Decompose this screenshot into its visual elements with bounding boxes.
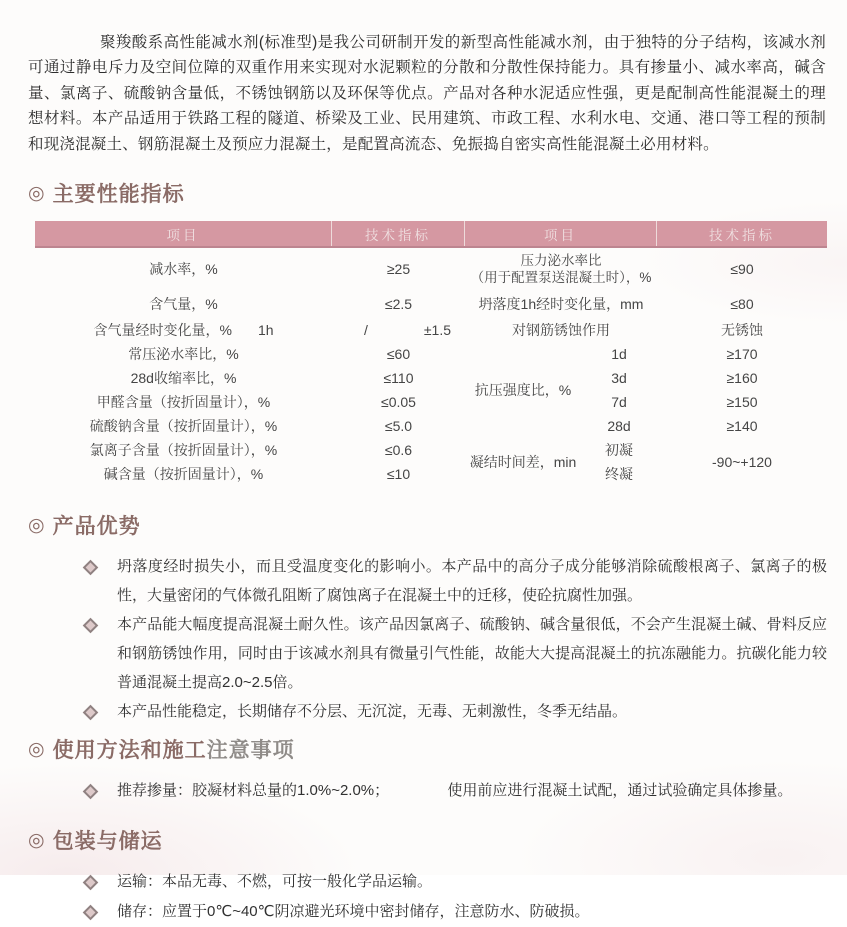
- table-row: [35, 366, 465, 390]
- advantages-list: [28, 552, 825, 726]
- list-item-text: 储存：应置于0℃~40℃阴凉避光环境中密封储存，注意防水、防破损。: [117, 903, 590, 921]
- row-value: ≤60: [386, 346, 411, 363]
- row-value: ≤80: [730, 296, 754, 313]
- list-item-text: 运输：本品无毒、不燃，可按一般化学品运输。: [117, 873, 433, 891]
- table-body: [35, 248, 827, 486]
- table-right-half: [465, 248, 827, 486]
- strength-values: [657, 342, 827, 438]
- list-item: [85, 867, 827, 897]
- section-title-advantages: [28, 510, 825, 540]
- table-header-item-left: 项目: [35, 221, 332, 246]
- row-item: 甲醛含量（按折固量计），%: [96, 394, 271, 411]
- list-item-text: [117, 776, 827, 805]
- table-header-spec-left: 技术指标: [332, 221, 465, 246]
- row-item: [465, 342, 657, 438]
- row-value: ≤110: [383, 370, 414, 387]
- table-row: [465, 318, 827, 342]
- row-item: 碱含量（按折固量计），%: [103, 466, 264, 483]
- table-row: [35, 390, 465, 414]
- age-label: 28d: [607, 418, 631, 435]
- row-value: ≥25: [386, 261, 411, 278]
- section-title-text-strong: 使用方法和施工: [52, 739, 207, 763]
- row-value: ≤0.6: [384, 442, 413, 459]
- section-title-text: 包装与储运: [52, 830, 163, 854]
- row-item: 坍落度1h经时变化量，mm: [478, 296, 644, 313]
- list-item-text: 本产品性能稳定，长期储存不分层、无沉淀，无毒、无刺激性，冬季无结晶。: [117, 703, 628, 721]
- row-value-a: /: [364, 322, 368, 339]
- table-row-strength: [465, 342, 827, 438]
- row-item-sublabel: 1h: [257, 322, 274, 339]
- setting-sub-initial: 初凝: [605, 442, 633, 459]
- section-title-usage: [28, 734, 825, 764]
- table-header-spec-right: 技术指标: [657, 221, 827, 246]
- row-item: 常压泌水率比，%: [128, 346, 239, 363]
- usage-list: [28, 776, 825, 805]
- row-value: ≥160: [726, 370, 758, 387]
- row-value: ≤0.05: [381, 394, 416, 411]
- section-title-packaging: [28, 825, 825, 855]
- row-value: 无锈蚀: [721, 322, 763, 339]
- table-row: [35, 414, 465, 438]
- row-value-b: ±1.5: [423, 322, 451, 339]
- diamond-bullet-icon: [83, 784, 99, 800]
- row-item: [465, 248, 657, 290]
- row-item: 氯离子含量（按折固量计），%: [89, 442, 278, 459]
- intro-paragraph: 聚羧酸系高性能减水剂(标准型)是我公司研制开发的新型高性能减水剂，由于独特的分子结构，该减水剂可通过静电斥力及空间位障的双重作用来实现对水泥颗粒的分散和分散性保持能力。具有掺量小、减水率高，碱含量、氯离子、硫酸钠含量低，不锈蚀钢筋以及环保等优点。产品对各种水泥适应性强，更是配制高性能混凝土的理想材料。本产品适用于铁路工程的隧道、桥梁及工业、民用建筑、市政工程、水利水电、交通、港口等工程的预制和现浇混凝土、钢筋混凝土及预应力混凝土，是配置高流态、免振捣自密实高性能混凝土必用材料。: [28, 34, 826, 153]
- diamond-bullet-icon: [83, 560, 99, 576]
- table-left-half: [35, 248, 465, 486]
- list-item: [85, 897, 827, 927]
- table-row: [465, 290, 827, 318]
- table-header-item-right: 项目: [465, 221, 657, 246]
- row-item: [35, 318, 332, 342]
- section-title-text: 产品优势: [52, 515, 141, 539]
- list-item: [85, 776, 827, 805]
- row-value: ≥140: [726, 418, 758, 435]
- diamond-bullet-icon: [83, 905, 99, 921]
- row-item-line2: （用于配置泵送混凝土时），%: [470, 270, 652, 286]
- table-row-setting: [465, 438, 827, 486]
- section-marker-icon: ◎: [28, 829, 46, 851]
- strength-label: 抗压强度比，%: [474, 382, 572, 399]
- table-row: [35, 290, 465, 318]
- table-row: [35, 318, 465, 342]
- usage-note-text: 使用前应进行混凝土试配，通过试验确定具体掺量。: [447, 782, 793, 800]
- row-value: ≥170: [726, 346, 758, 363]
- diamond-bullet-icon: [83, 875, 99, 891]
- section-marker-icon: ◎: [28, 182, 46, 204]
- section-title-text-light: 注意事项: [206, 739, 295, 763]
- list-item: [85, 610, 827, 697]
- row-value: [332, 318, 465, 342]
- row-item: [465, 438, 657, 486]
- section-title-text: 主要性能指标: [52, 183, 185, 207]
- section-marker-icon: ◎: [28, 738, 46, 760]
- setting-label: 凝结时间差，min: [469, 454, 577, 471]
- table-row: [35, 462, 465, 486]
- packaging-list: [28, 867, 825, 927]
- row-item: 对钢筋锈蚀作用: [512, 322, 610, 339]
- list-item: [85, 697, 827, 726]
- row-item-line1: 压力泌水率比: [520, 253, 602, 269]
- row-item: 含气量，%: [149, 296, 218, 313]
- section-title-performance: [28, 178, 825, 208]
- row-value: ≤90: [730, 261, 754, 278]
- diamond-bullet-icon: [83, 705, 99, 721]
- table-row: [35, 438, 465, 462]
- row-item: 硫酸钠含量（按折固量计），%: [89, 418, 278, 435]
- row-item: 28d收缩率比，%: [130, 370, 237, 387]
- dosage-text: 推荐掺量：胶凝材料总量的1.0%~2.0%；: [117, 782, 390, 800]
- row-value: -90~+120: [712, 454, 772, 471]
- list-item-text: 本产品能大幅度提高混凝土耐久性。该产品因氯离子、硫酸钠、碱含量很低，不会产生混凝土碱、骨料反应和钢筋锈蚀作用，同时由于该减水剂具有微量引气性能，故能大大提高混凝土的抗冻融能力。抗碳化能力较普通混凝土提高2.0~2.5倍。: [117, 616, 827, 692]
- list-item: [85, 552, 827, 610]
- row-value: ≥150: [726, 394, 758, 411]
- age-label: 7d: [611, 394, 627, 411]
- row-item-label: 含气量经时变化量，%: [93, 322, 232, 339]
- table-row: [35, 342, 465, 366]
- row-value: ≤5.0: [384, 418, 413, 435]
- list-item-text: 坍落度经时损失小，而且受温度变化的影响小。本产品中的高分子成分能够消除硫酸根离子、氯离子的极性，大量密闭的气体微孔阻断了腐蚀离子在混凝土中的迁移，使砼抗腐性加强。: [117, 558, 827, 605]
- performance-table: [35, 221, 827, 486]
- row-value: ≤2.5: [384, 296, 413, 313]
- age-label: 3d: [611, 370, 627, 387]
- row-item: 减水率，%: [149, 261, 218, 278]
- table-row: [35, 248, 465, 290]
- section-marker-icon: ◎: [28, 514, 46, 536]
- table-row: [465, 248, 827, 290]
- setting-sub-final: 终凝: [605, 466, 633, 483]
- age-label: 1d: [611, 346, 627, 363]
- diamond-bullet-icon: [83, 618, 99, 634]
- table-header-row: [35, 221, 827, 248]
- strength-ages: [581, 342, 657, 438]
- setting-subs: [581, 438, 657, 486]
- row-value: ≤10: [386, 466, 411, 483]
